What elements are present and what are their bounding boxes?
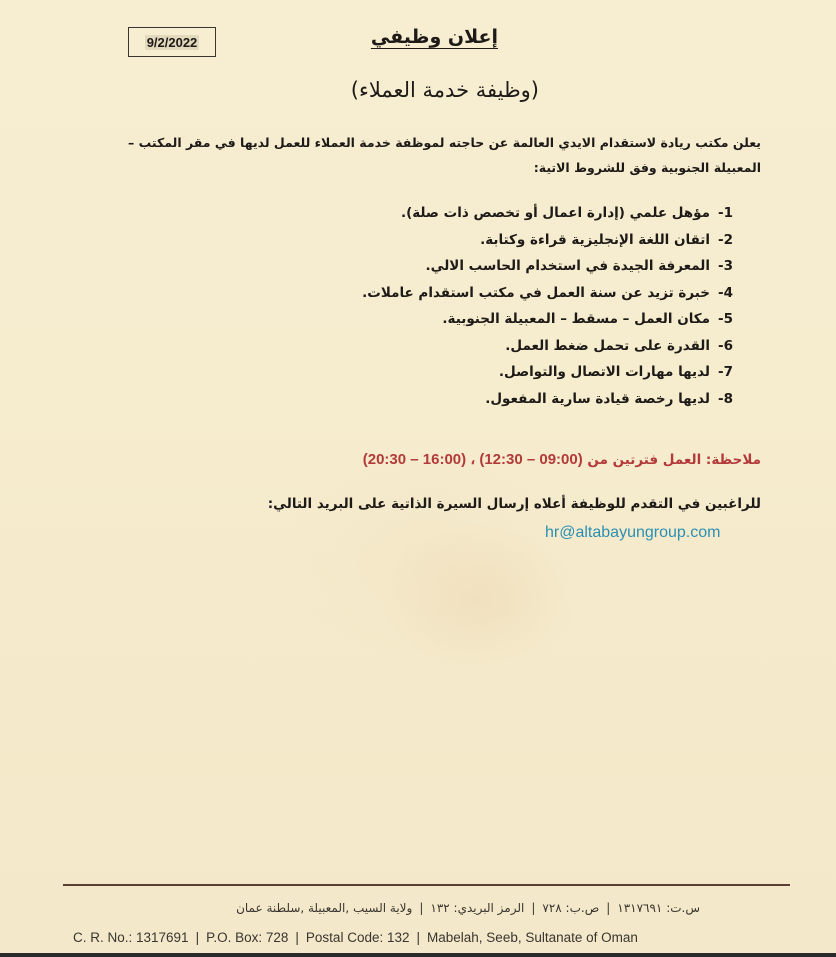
requirement-number: -7 [718, 364, 733, 380]
requirement-text: مؤهل علمي (إدارة اعمال أو تخصص ذات صلة). [400, 205, 710, 221]
footer-ar-postal: الرمز البريدي: ١٣٢ [430, 901, 525, 915]
requirement-number: -2 [718, 231, 733, 248]
footer-separator: | [195, 930, 200, 945]
requirement-text: القدرة على تحمل ضغط العمل. [505, 337, 710, 354]
requirement-item [362, 359, 733, 386]
footer-en-address: Mabelah, Seeb, Sultanate of Oman [427, 930, 638, 945]
requirement-number: -4 [718, 284, 733, 301]
footer-separator: | [606, 901, 611, 915]
footer-en-cr: C. R. No.: 1317691 [73, 930, 189, 945]
footer-separator: | [416, 930, 421, 945]
date-text: 9/2/2022 [146, 34, 198, 50]
footer-en-pobox: P.O. Box: 728 [206, 930, 289, 945]
requirement-item [362, 227, 733, 254]
requirement-number: -1 [718, 205, 733, 221]
requirement-text: اتقان اللغة الإنجليزية قراءة وكتابة. [480, 231, 710, 248]
requirement-number: -6 [718, 337, 733, 354]
footer-arabic [236, 901, 700, 915]
footer-ar-cr: س.ت: ١٣١٧٦٩١ [617, 901, 700, 915]
requirement-text: المعرفة الجيدة في استخدام الحاسب الالي. [425, 258, 710, 274]
page-title: إعلان وظيفي [370, 26, 498, 48]
requirement-item [362, 253, 733, 280]
requirement-text: لديها رخصة قيادة سارية المفعول. [485, 390, 710, 407]
requirement-item [362, 333, 733, 360]
requirement-item [362, 386, 733, 413]
note-label: ملاحظة: العمل فترتين من [587, 452, 761, 468]
requirement-item [362, 306, 733, 333]
requirements-list [362, 200, 733, 412]
requirement-item [362, 200, 733, 227]
footer-english [73, 930, 638, 945]
requirement-text: لديها مهارات الاتصال والتواصل. [498, 364, 710, 380]
intro-paragraph: يعلن مكتب ريادة لاستقدام الايدي العالمة عن حاجته لموظفة خدمة العملاء للعمل لديها في مقر المكتب – المعبيلة الجنوبية وفق للشروط الاتية: [128, 135, 761, 175]
footer-divider [63, 884, 790, 886]
requirement-text: مكان العمل – مسقط – المعبيلة الجنوبية. [442, 311, 710, 327]
requirement-number: -3 [718, 258, 733, 274]
footer-en-postal: Postal Code: 132 [305, 930, 410, 945]
requirement-number: -5 [718, 311, 733, 327]
footer-separator: | [531, 901, 536, 915]
note-times: (20:30 – 16:00) ، (12:30 – 09:00) [362, 451, 583, 468]
working-hours-note [363, 450, 761, 468]
email-link[interactable]: hr@altabayungroup.com [545, 524, 721, 541]
footer-separator: | [295, 930, 299, 945]
footer-ar-address: ولاية السيب ,المعبيلة ,سلطنة عمان [236, 901, 413, 915]
footer-separator: | [419, 901, 424, 915]
requirement-text: خبرة تزيد عن سنة العمل في مكتب استقدام عاملات. [362, 284, 710, 301]
bottom-edge-bar [0, 953, 836, 957]
requirement-number: -8 [718, 390, 733, 407]
date-box [128, 27, 216, 57]
apply-instructions: للراغبين في التقدم للوظيفة أعلاه إرسال السيرة الذاتية على البريد التالي: [267, 496, 761, 512]
job-subtitle: (وظيفة خدمة العملاء) [350, 78, 539, 102]
footer-ar-pobox: ص.ب: ٧٢٨ [542, 901, 600, 915]
requirement-item [362, 280, 733, 307]
